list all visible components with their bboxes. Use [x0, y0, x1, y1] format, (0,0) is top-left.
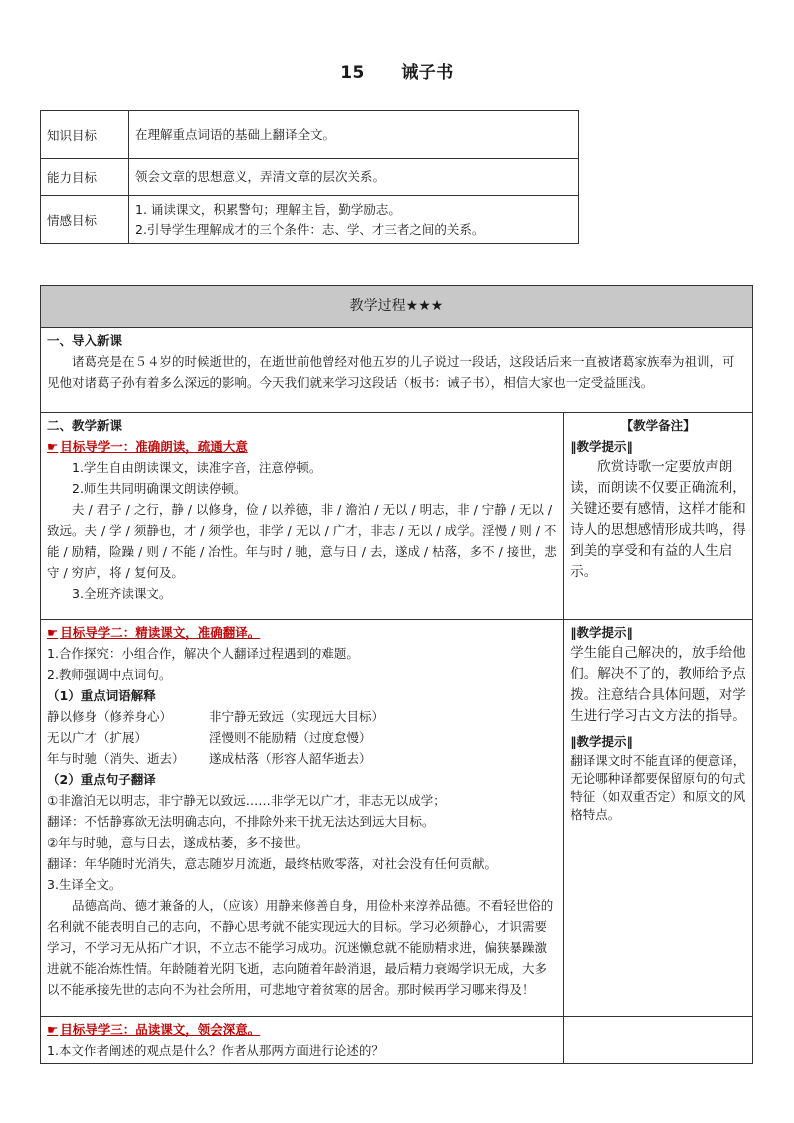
objective-label: 情感目标 — [41, 196, 129, 244]
intro-row — [41, 328, 753, 413]
page-title — [0, 58, 794, 83]
goal2-notes — [564, 620, 753, 1017]
goal3-row — [41, 1017, 753, 1064]
goal2-item: 1.合作探究：小组合作，解决个人翻译过程遇到的难题。 — [47, 646, 359, 661]
teaching-tip-label: ‖教学提示‖ — [570, 734, 633, 749]
objective-text — [129, 111, 579, 159]
teaching-tip-text: 学生能自己解决的，放手给他们。解决不了的，教师给予点拨。注意结合具体问题，对学生进行学习古文方法的指导。 — [570, 645, 746, 724]
goal1-main — [41, 413, 564, 620]
sentence-title: （2）重点句子翻译 — [47, 772, 156, 787]
goal2-item: 3.生译全文。 — [47, 877, 122, 892]
goal1-title-text: 目标导学一：准确朗读，疏通大意 — [60, 439, 248, 454]
goal1-row — [41, 413, 753, 620]
hand-pointer-icon: ☛ — [47, 625, 59, 640]
hand-pointer-icon: ☛ — [47, 439, 59, 454]
objective-label: 能力目标 — [41, 159, 129, 196]
sentence-line: ②年与时驰，意与日去，遂成枯萎，多不接世。 — [47, 835, 309, 850]
teaching-tip-text: 翻译课文时不能直译的便意译，无论哪种译都要保留原句的句式特征（如双重否定）和原文的风格特点。 — [570, 753, 746, 822]
hand-pointer-icon: ☛ — [47, 1022, 59, 1037]
goal1-title — [47, 436, 557, 457]
goal1-notes — [564, 413, 753, 620]
lesson-title: 诫子书 — [401, 63, 454, 83]
intro-text: 诸葛亮是在５４岁的时候逝世的，在逝世前他曾经对他五岁的儿子说过一段话，这段话后来一直被诸葛家族奉为祖训，可见他对诸葛子孙有着多么深远的影响。今天我们就来学习这段话（板书：诫子书），相信大家也一定受益匪浅。 — [47, 354, 735, 390]
new-lesson-title: 二、教学新课 — [47, 418, 123, 433]
vocab-term: 淫慢则不能励精（过度怠慢） — [209, 730, 372, 745]
objective-line: 1. 诵读课文，积累警句；理解主旨，勤学励志。 — [135, 201, 401, 217]
intro-title: 一、导入新课 — [47, 333, 123, 348]
goal2-row — [41, 620, 753, 1017]
vocab-term: 年与时驰（消失、逝去） — [47, 751, 185, 766]
objective-line: 领会文章的思想意义，弄清文章的层次关系。 — [135, 169, 386, 184]
vocab-term: 遂成枯落（形容人韶华逝去） — [209, 751, 372, 766]
objective-text — [129, 196, 579, 244]
vocab-row — [47, 727, 557, 748]
objective-row — [41, 111, 579, 159]
sentence-line: 翻译：不恬静寡欲无法明确志向，不排除外来干扰无法达到远大目标。 — [47, 814, 435, 829]
goal2-main — [41, 620, 564, 1017]
objective-line: 2.引导学生理解成才的三个条件：志、学、才三者之间的关系。 — [135, 221, 485, 237]
goal3-title — [47, 1019, 557, 1040]
goal3-notes — [564, 1017, 753, 1064]
vocab-term: 静以修身（修养身心） — [47, 709, 173, 724]
objective-label: 知识目标 — [41, 111, 129, 159]
objective-text — [129, 159, 579, 196]
process-header-row — [41, 286, 753, 328]
goal2-title-text: 目标导学二：精读课文，准确翻译。 — [60, 625, 261, 640]
vocab-row — [47, 706, 557, 727]
goal2-item: 2.教师强调中点词句。 — [47, 667, 172, 682]
intro-cell — [41, 328, 753, 413]
notes-header: 【教学备注】 — [620, 418, 696, 433]
vocab-row — [47, 748, 557, 769]
vocab-title: （1）重点词语解释 — [47, 688, 156, 703]
sentence-line: 翻译：年华随时光消失，意志随岁月流逝，最终枯败零落，对社会没有任何贡献。 — [47, 856, 498, 871]
teaching-tip-label: ‖教学提示‖ — [570, 439, 633, 454]
process-header: 教学过程★★★ — [41, 286, 753, 328]
goal1-item: 1.学生自由朗读课文，读准字音，注意停顿。 — [72, 460, 322, 475]
teaching-tip-label: ‖教学提示‖ — [570, 625, 633, 640]
lesson-number: 15 — [340, 63, 365, 83]
goal3-main — [41, 1017, 564, 1064]
process-table — [40, 285, 753, 1064]
goal1-item: 2.师生共同明确课文朗读停顿。 — [72, 481, 247, 496]
full-translation: 品德高尚、德才兼备的人，（应该）用静来修善自身，用俭朴来淳养品德。不看轻世俗的名利就不能表明自己的志向，不静心思考就不能实现远大的目标。学习必须静心，才识需要学习，不学习无从拓广才识，不立志不能学习成功。沉迷懒怠就不能励精求进，偏狭暴躁激进就不能冶炼性情。年龄随着光阴飞逝，志向随着年龄消退，最后精力衰竭学识无成，大多以不能承接先世的志向不为社会所用，可悲地守着贫寒的居舍。那时候再学习哪来得及！ — [47, 898, 554, 997]
objective-line: 在理解重点词语的基础上翻译全文。 — [135, 126, 336, 142]
teaching-tip-text: 欣赏诗歌一定要放声朗读，而朗读不仅要正确流利，关键还要有感情，这样才能和诗人的思想感情形成共鸣，得到美的享受和有益的人生启示。 — [570, 459, 746, 580]
vocab-term: 无以广才（扩展） — [47, 730, 148, 745]
objectives-table — [40, 110, 579, 244]
goal3-item: 1.本文作者阐述的观点是什么？作者从那两方面进行论述的？ — [47, 1043, 384, 1058]
objective-row — [41, 196, 579, 244]
goal1-passage: 夫 / 君子 / 之行，静 / 以修身，俭 / 以养德，非 / 澹泊 / 无以 / 明志，非 / 宁静 / 无以 / 致远。夫 / 学 / 须静也，才 / 须学也，非学 / 无以 / 广才，非志 / 无以 / 成学。淫慢 / 则 / 不能 / 励精，险躁 / 则 / 不能 / 冶性。年与时 / 驰，意与日 / 去，遂成 / 枯落，多不 / 接世，悲守 / 穷庐，将 / 复何及。 — [47, 502, 557, 580]
goal2-title — [47, 622, 557, 643]
vocab-term: 非宁静无致远（实现远大目标） — [209, 709, 385, 724]
goal3-title-text: 目标导学三：品读课文，领会深意。 — [60, 1022, 261, 1037]
goal1-item: 3.全班齐读课文。 — [72, 586, 172, 601]
objective-row — [41, 159, 579, 196]
sentence-line: ①非澹泊无以明志，非宁静无以致远……非学无以广才，非志无以成学； — [47, 793, 446, 808]
